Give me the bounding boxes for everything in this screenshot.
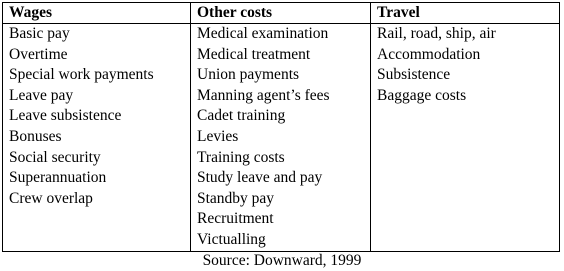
table-body-row: [3, 24, 560, 252]
list-item: Special work payments: [9, 66, 154, 84]
list-item: Medical treatment: [197, 45, 311, 63]
wages-cell: [3, 24, 191, 252]
list-item: Basic pay: [9, 25, 70, 42]
source-caption: Source: Downward, 1999: [202, 252, 362, 269]
header-other-costs: Other costs: [191, 3, 371, 24]
list-item: Study leave and pay: [197, 169, 323, 187]
list-item: Levies: [197, 127, 239, 145]
list-item: Training costs: [197, 148, 285, 166]
list-item: Crew overlap: [9, 189, 93, 207]
list-item: Cadet training: [197, 107, 286, 125]
list-item: Baggage costs: [377, 86, 467, 104]
other-costs-list: [197, 24, 370, 251]
list-item: Standby pay: [197, 189, 275, 207]
list-item: Superannuation: [9, 169, 107, 187]
header-wages: Wages: [3, 3, 191, 24]
list-item: Victualling: [197, 230, 266, 248]
list-item: Bonuses: [9, 127, 62, 145]
other-costs-cell: [191, 24, 371, 252]
list-item: Manning agent’s fees: [197, 86, 330, 104]
wages-list: [9, 24, 190, 209]
list-item: Medical examination: [197, 25, 329, 42]
list-item: Accommodation: [377, 45, 481, 63]
list-item: Leave pay: [9, 86, 74, 104]
list-item: Leave subsistence: [9, 107, 122, 125]
list-item: Recruitment: [197, 210, 274, 228]
list-item: Subsistence: [377, 66, 451, 84]
table-header-row: [3, 3, 560, 24]
header-travel: Travel: [371, 3, 560, 24]
cost-table: [2, 2, 560, 252]
list-item: Social security: [9, 148, 101, 166]
list-item: Union payments: [197, 66, 300, 84]
list-item: Overtime: [9, 45, 68, 63]
travel-cell: [371, 24, 560, 252]
travel-list: [377, 24, 559, 106]
list-item: Rail, road, ship, air: [377, 25, 496, 42]
